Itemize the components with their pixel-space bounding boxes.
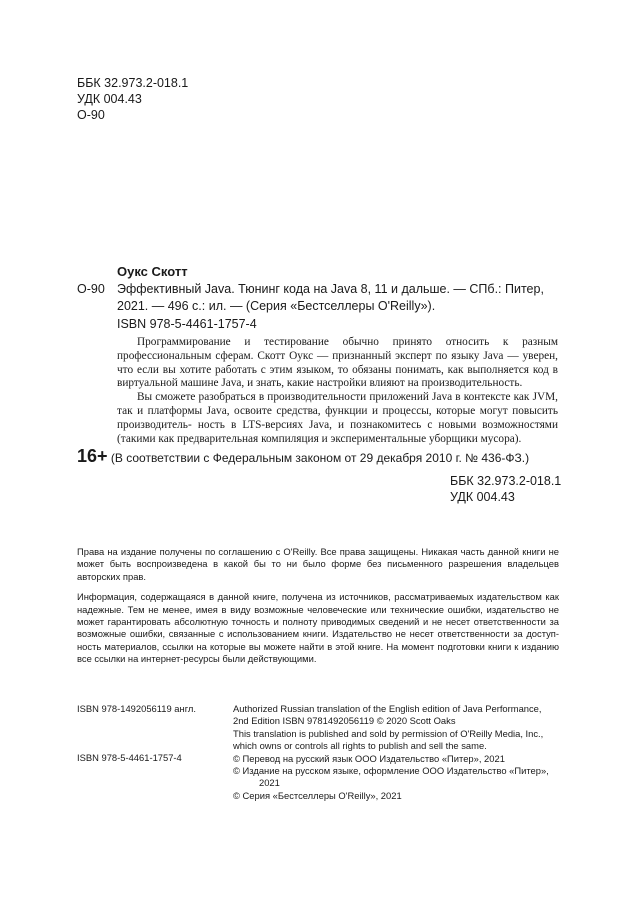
rights-line: возможные ошибки, связанные с использованием книги. Издательство не несет ответственности за доступ- [77,628,559,640]
isbn-english: ISBN 978-1492056119 англ. [77,703,196,714]
translation-notice-line: This translation is published and sold by permission of O'Reilly Media, Inc., [233,727,544,739]
title-line: Эффективный Java. Тюнинг кода на Java 8, 11 и дальше. — СПб.: Питер, [117,282,544,296]
bbk-code: ББК 32.973.2-018.1 [77,76,189,90]
rights-line: все ссылки на интернет-ресурсы были действующими. [77,653,317,665]
udk-code: УДК 004.43 [77,92,142,106]
rights-line: ность материалов, ссылки на которые вы можете найти в этой книге. На момент подготовки книги к изданию [77,640,559,652]
age-rating [77,446,529,467]
copyright-series: © Серия «Бестселлеры O'Reilly», 2021 [233,789,402,801]
bbk-code: ББК 32.973.2-018.1 [450,474,562,488]
annotation-line: какие настройки влияют на производительность. [286,377,523,390]
isbn-russian: ISBN 978-5-4461-1757-4 [77,752,182,764]
annotation-paragraph [117,336,558,391]
rights-line: Информация, содержащаяся в данной книге, получена из источников, рассматриваемых издательством как [77,591,559,603]
rights-paragraph [77,546,559,583]
annotation-line: ность в LTS-версиях Java, и познакомитесь с новыми возможностями (такими как предварительная [117,418,559,445]
annotation-line: компиляция и экспериментальные уборщики мусора). [261,432,522,445]
title-line: 2021. — 496 с.: ил. — (Серия «Бестселлеры O'Reilly»). [117,299,436,313]
bibliographic-description [117,281,558,315]
isbn-main: ISBN 978-5-4461-1757-4 [117,317,257,331]
copyright-translation: © Перевод на русский язык ООО Издательство «Питер», 2021 [233,752,505,764]
udk-code: УДК 004.43 [450,490,515,504]
rights-line: авторских прав. [77,570,147,582]
bottom-catalog-codes [450,473,561,505]
translation-notice-line: 2nd Edition ISBN 9781492056119 © 2020 Scott Oaks [233,715,456,727]
translation-notice-line: Authorized Russian translation of the English edition of Java Performance, [233,703,542,714]
translation-notice-line: which owns or controls all rights to publish and sell the same. [233,740,487,752]
annotation-line: Вы сможете разобраться в производительности приложений Java в контексте как JVM, так [117,391,558,417]
annotation [117,336,558,446]
age-rating-mark: 16+ [77,446,108,466]
rights-line: не может быть воспроизведена в какой бы то ни было форме без письменного разрешения владельцев [77,546,559,570]
copyright-edition: © Издание на русском языке, оформление ООО Издательство «Питер», [233,765,549,777]
isbn-list [77,703,196,765]
top-catalog-codes [77,75,188,123]
rights-line: может гарантировать абсолютную точность и полноту приводимых сведений и не несет ответственности за [77,616,559,628]
annotation-line: и платформы Java, освоите средства, функции и процессы, которые могут повысить производитель- [117,404,558,431]
annotation-line: с этим языком, то обязаны понимать, как выполняется код в виртуальной машине Java, и знать, [117,363,558,390]
author-mark: О-90 [77,108,105,122]
rights-notice [77,546,559,674]
rights-paragraph [77,591,559,665]
annotation-line: Программирование и тестирование обычно принято относить к разным профессиональным [117,336,558,362]
copyright-edition-year: 2021 [259,777,280,789]
rights-line: надежные. Тем не менее, имея в виду возможные человеческие или технические ошибки, издательство не [77,603,559,615]
title-author-mark: О-90 [77,282,105,296]
age-rating-law: (В соответствии с Федеральным законом от 29 декабря 2010 г. № 436-ФЗ.) [110,451,530,465]
rights-line: Права на издание получены по соглашению с O'Reilly. Все права защищены. Никакая часть данной книги [77,546,546,557]
copyright-block [233,703,563,802]
author-name: Оукс Скотт [117,264,188,279]
annotation-line: сферам. Скотт Оукс — признанный эксперт по языку Java — уверен, что если вы хотите работать [117,349,558,376]
annotation-paragraph [117,391,558,446]
